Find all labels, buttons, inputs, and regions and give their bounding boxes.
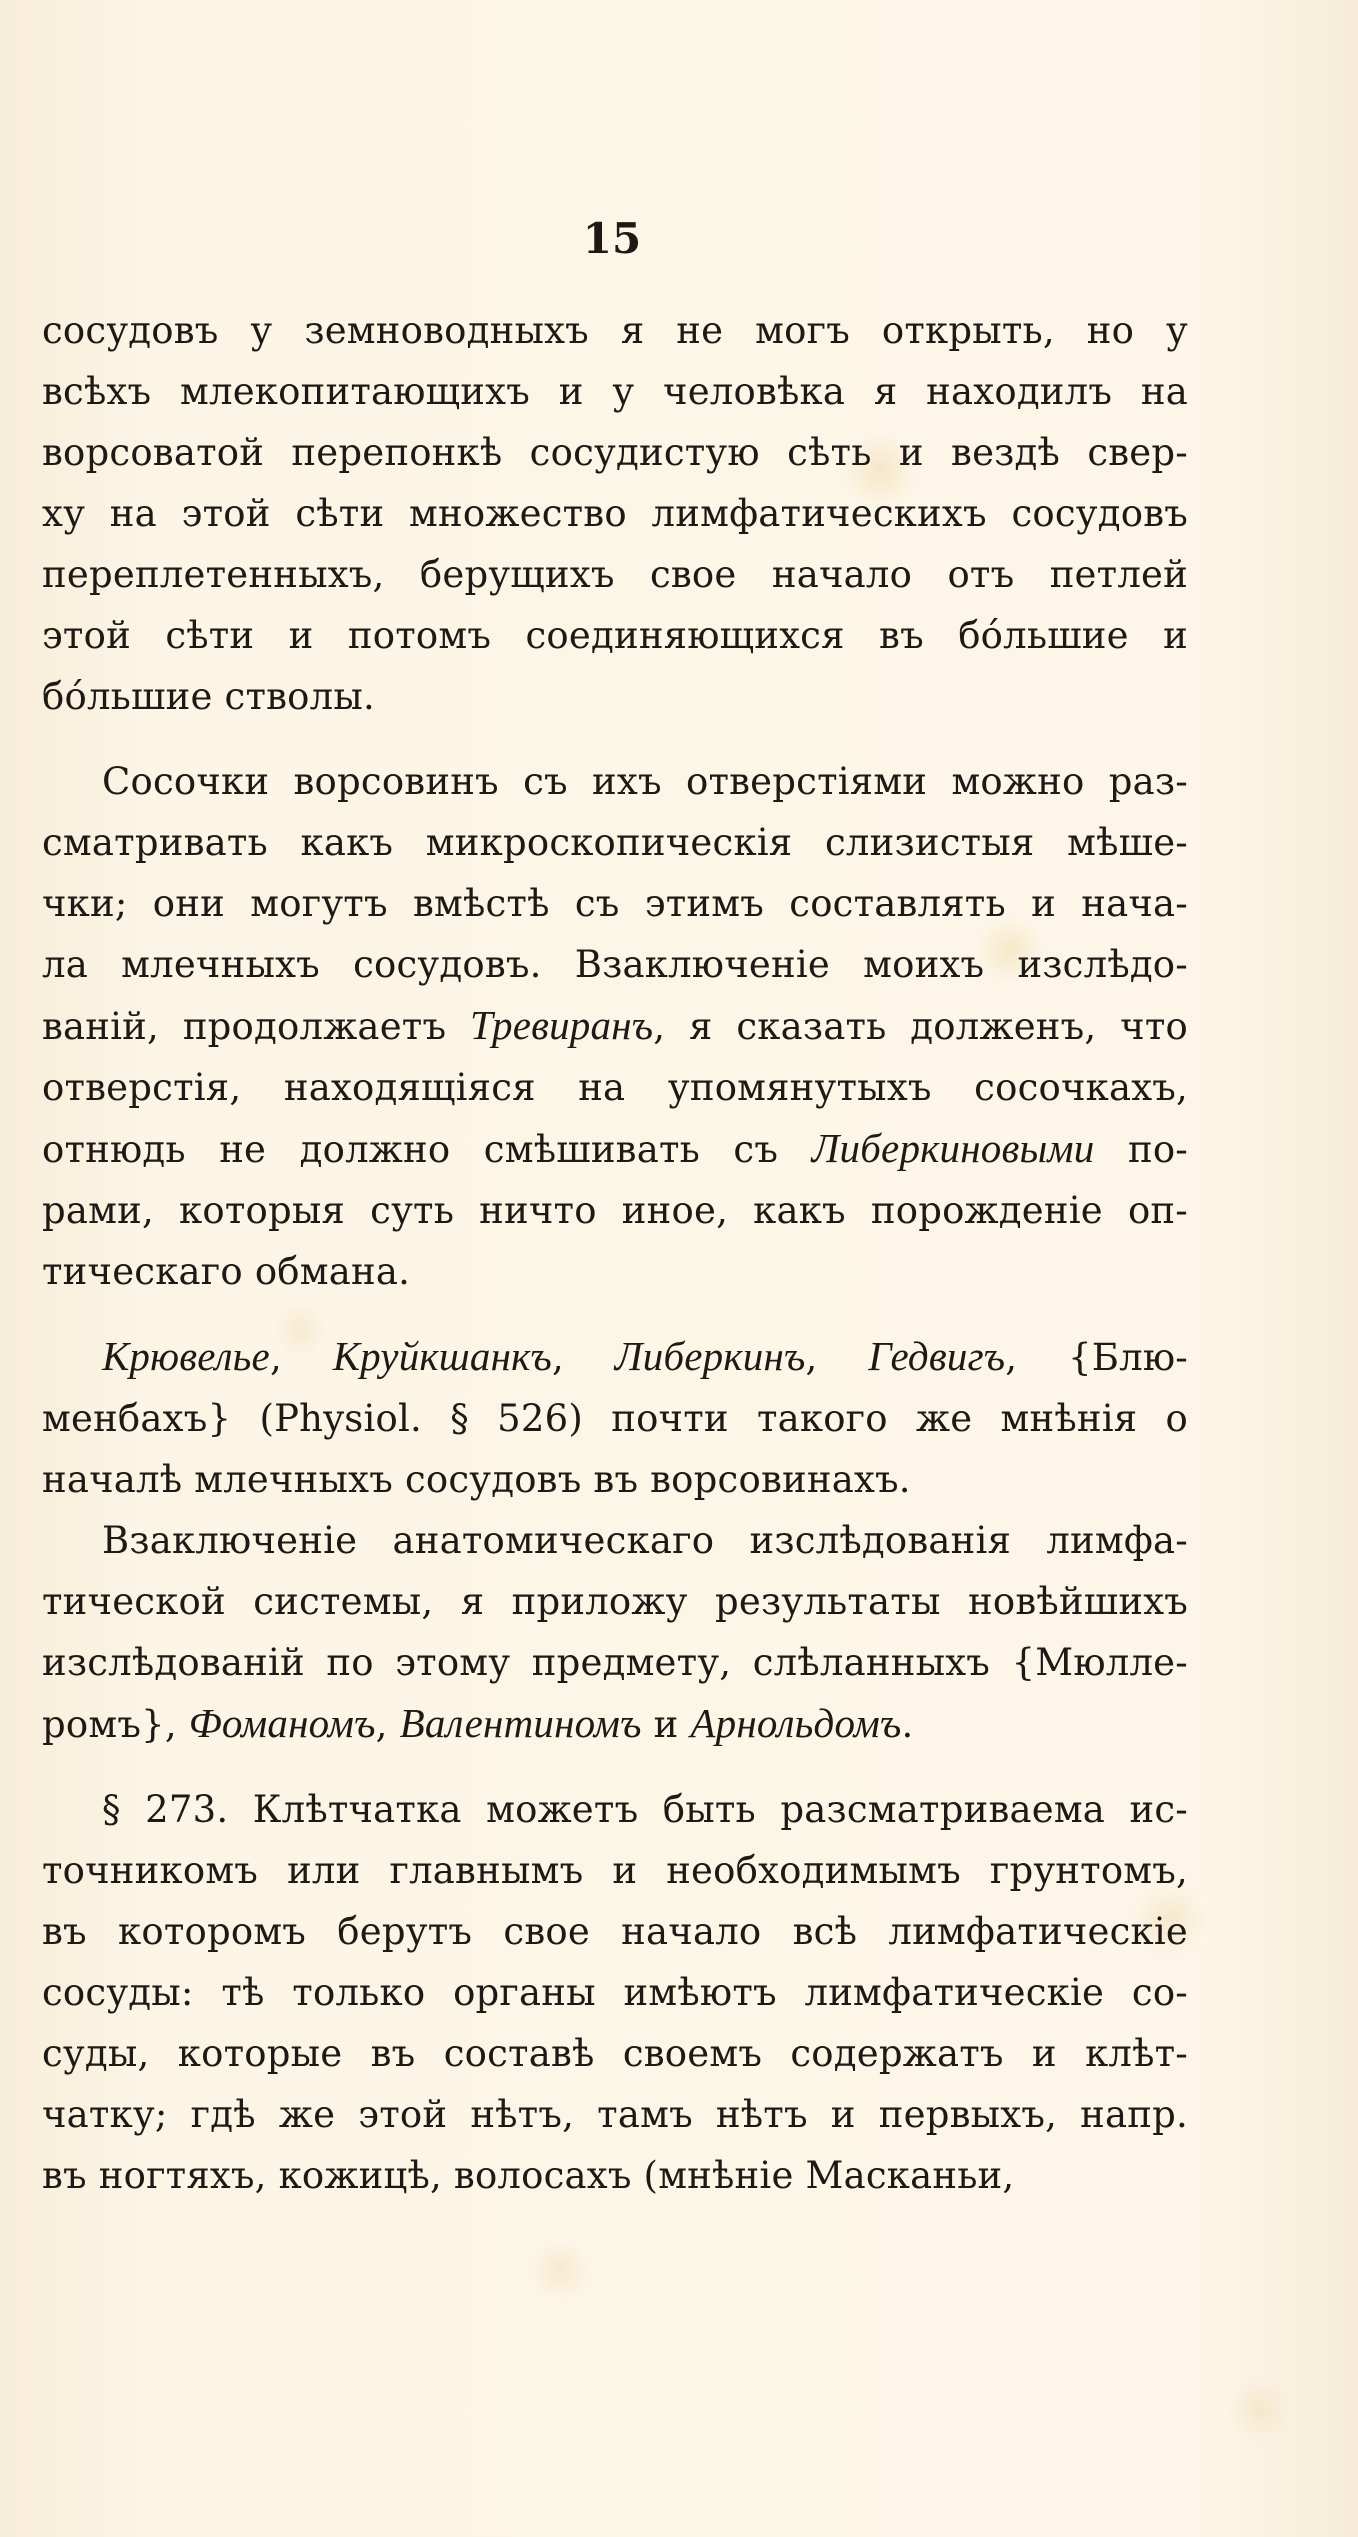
text-line: сосуды: тѣ только органы имѣютъ лимфатическіе со- (42, 1971, 1188, 2014)
text-line: чатку; гдѣ же этой нѣтъ, тамъ нѣтъ и первыхъ, напр. (42, 2093, 1188, 2136)
paragraph-gap (42, 1302, 1188, 1326)
text-line: изслѣдованій по этому предмету, слѣланныхъ {Мюлле- (42, 1641, 1188, 1684)
text-line: всѣхъ млекопитающихъ и у человѣка я находилъ на (42, 370, 1188, 413)
italic-name: Гедвигъ (868, 1333, 1006, 1379)
text-line: ваній, продолжаетъ Тревиранъ, я сказать долженъ, что (42, 1002, 1188, 1048)
text-line: въ которомъ берутъ свое начало всѣ лимфатическіе (42, 1910, 1188, 1953)
text-line: началѣ млечныхъ сосудовъ въ ворсовинахъ. (42, 1458, 911, 1501)
text-line: бо́льшие стволы. (42, 675, 375, 718)
text-line: Взаключеніе анатомическаго изслѣдованія лимфа- (102, 1519, 1188, 1562)
text-line: Крювелье, Круйкшанкъ, Либеркинъ, Гедвигъ, {Блю- (102, 1333, 1188, 1379)
text-line: ворсоватой перепонкѣ сосудистую сѣть и вездѣ свер- (42, 431, 1188, 474)
text-line: ла млечныхъ сосудовъ. Взаключеніе моихъ изслѣдо- (42, 943, 1188, 986)
page-text (42, 300, 1188, 2206)
text-line: переплетенныхъ, берущихъ свое начало отъ петлей (42, 553, 1188, 596)
italic-name: Тревиранъ (470, 1002, 654, 1048)
text-line: Сосочки ворсовинъ съ ихъ отверстіями можно раз- (102, 760, 1188, 803)
text-line: менбахъ} (Physiol. § 526) почти такого же мнѣнія о (42, 1397, 1188, 1440)
page-number: 15 (582, 214, 642, 263)
italic-name: Валентиномъ (399, 1700, 642, 1746)
text-line: ху на этой сѣти множество лимфатическихъ сосудовъ (42, 492, 1188, 535)
text-line: чки; они могутъ вмѣстѣ съ этимъ составлять и нача- (42, 882, 1188, 925)
paragraph (42, 1510, 1188, 1755)
text-line: сматривать какъ микроскопическія слизистыя мѣше- (42, 821, 1188, 864)
text-line: тической системы, я приложу результаты новѣйшихъ (42, 1580, 1188, 1623)
text-line: сосудовъ у земноводныхъ я не могъ открыть, но у (42, 309, 1188, 352)
italic-name: Круйкшанкъ (332, 1333, 553, 1379)
text-line: § 273. Клѣтчатка можетъ быть разсматриваема ис- (102, 1788, 1188, 1831)
paragraph-gap (42, 1755, 1188, 1779)
text-line: суды, которые въ составѣ своемъ содержатъ и клѣт- (42, 2032, 1188, 2075)
text-line: точникомъ или главнымъ и необходимымъ грунтомъ, (42, 1849, 1188, 1892)
italic-name: Либеркинъ (614, 1333, 806, 1379)
text-line: отверстія, находящіяся на упомянутыхъ сосочкахъ, (42, 1066, 1188, 1109)
italic-name: Либеркиновыми (811, 1125, 1095, 1171)
paragraph (42, 300, 1188, 727)
paragraph (42, 751, 1188, 1302)
italic-name: Крювелье (102, 1333, 270, 1379)
text-line: отнюдь не должно смѣшивать съ Либеркиновыми по- (42, 1125, 1188, 1171)
text-line: рами, которыя суть ничто иное, какъ порожденіе оп- (42, 1189, 1188, 1232)
text-line: ромъ}, Фоманомъ, Валентиномъ и Арнольдомъ. (42, 1700, 914, 1746)
paragraph-gap (42, 727, 1188, 751)
italic-name: Арнольдомъ (690, 1700, 902, 1746)
text-line: тическаго обмана. (42, 1250, 411, 1293)
italic-name: Фоманомъ (188, 1700, 376, 1746)
text-line: этой сѣти и потомъ соединяющихся въ бо́льшие и (42, 614, 1188, 657)
paragraph (42, 1779, 1188, 2206)
paragraph (42, 1326, 1188, 1510)
text-line: въ ногтяхъ, кожицѣ, волосахъ (мнѣніе Масканьи, (42, 2154, 1015, 2197)
